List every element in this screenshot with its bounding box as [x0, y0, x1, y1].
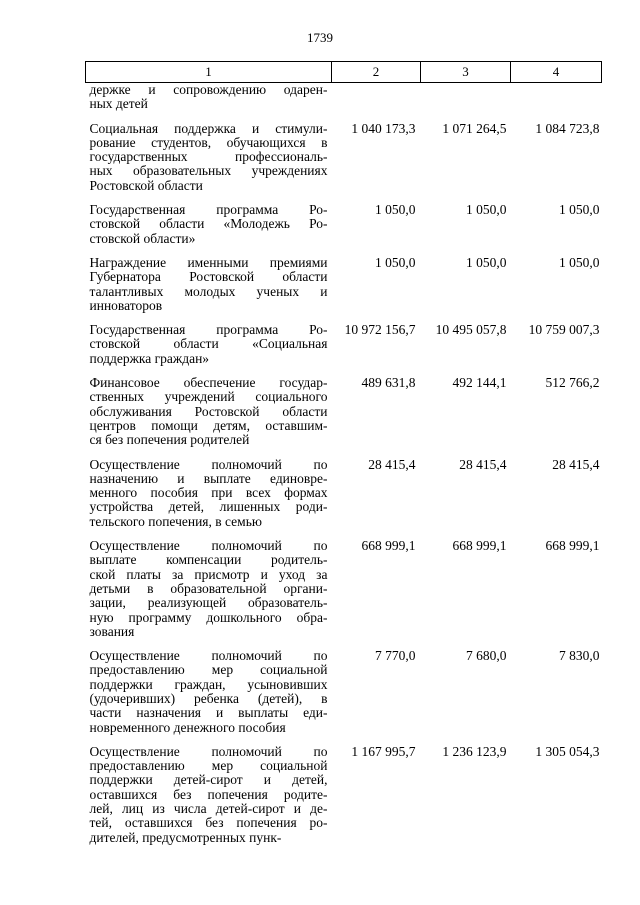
row-value-col2: 7 770,0: [375, 648, 416, 664]
budget-table: [85, 61, 602, 845]
description-line: Государственная программа Ро-: [89, 202, 328, 218]
description-line: Финансовое обеспечение государ-: [89, 375, 328, 391]
row-value-col4: 7 830,0: [559, 648, 600, 664]
row-value-col4: [511, 83, 602, 122]
table-row: [86, 539, 602, 649]
table-row: [86, 649, 602, 745]
table-row: [86, 745, 602, 845]
row-description: [86, 539, 332, 649]
description-line: тельского попечения, в семью: [89, 513, 262, 529]
description-line: ственных учреждений социального: [89, 389, 328, 405]
description-line: стовской области»: [89, 230, 196, 246]
table-row: [86, 256, 602, 323]
row-value-col2: 1 040 173,3: [351, 120, 416, 136]
description-line: рование студентов, обучающихся в: [89, 134, 328, 150]
description-line: ской платы за присмотр и уход за: [89, 566, 328, 582]
row-description: [86, 83, 332, 122]
row-value-col4: 10 759 007,3: [528, 322, 600, 338]
row-value-col3: 1 236 123,9: [442, 743, 507, 759]
description-line: ных образовательных учреждениях: [89, 163, 328, 179]
description-line: Осуществление полномочий по: [89, 538, 328, 554]
row-description: [86, 376, 332, 457]
row-value-col3: 1 050,0: [466, 254, 507, 270]
row-value-col3: 668 999,1: [452, 538, 507, 554]
row-value-col4: 1 050,0: [559, 254, 600, 270]
row-value-col3: 1 071 264,5: [442, 120, 507, 136]
row-value-col4: 1 084 723,8: [535, 120, 600, 136]
description-line: ную программу дошкольного обра-: [89, 609, 328, 625]
description-line: держке и сопровождению одарен-: [89, 82, 328, 97]
description-line: Осуществление полномочий по: [89, 743, 328, 759]
description-line: обслуживания Ростовской области: [89, 403, 328, 419]
description-line: (удочеривших) ребенка (детей), в: [89, 690, 328, 706]
description-line: назначению и выплате единовре-: [89, 470, 328, 486]
description-line: ся без попечения родителей: [89, 432, 250, 448]
row-description: [86, 745, 332, 845]
description-line: устройства детей, лишенных роди-: [89, 499, 328, 515]
description-line: дителей, предусмотренных пунк-: [89, 829, 282, 845]
column-header-1: 1: [86, 62, 332, 83]
table-header: [86, 62, 602, 83]
row-value-col2: 1 050,0: [375, 202, 416, 218]
row-value-col4: 1 305 054,3: [535, 743, 600, 759]
description-line: поддержки граждан, усыновивших: [89, 676, 328, 692]
row-value-col4: 668 999,1: [545, 538, 600, 554]
row-value-col3: 492 144,1: [452, 375, 507, 391]
row-value-col4: 28 415,4: [552, 456, 600, 472]
description-line: детьми в образовательной органи-: [89, 580, 328, 596]
header-row: [86, 62, 602, 83]
description-line: предоставлению мер социальной: [89, 758, 328, 774]
description-line: Осуществление полномочий по: [89, 456, 328, 472]
description-line: поддержки детей-сирот и детей,: [89, 772, 328, 788]
table-row: [86, 323, 602, 376]
description-line: Государственная программа Ро-: [89, 322, 328, 338]
row-value-col2: 668 999,1: [361, 538, 416, 554]
row-value-col2: 489 631,8: [361, 375, 416, 391]
row-value-col3: 28 415,4: [459, 456, 507, 472]
description-line: выплате компенсации родитель-: [89, 552, 328, 568]
row-value-col2: 1 050,0: [375, 254, 416, 270]
column-header-3: 3: [421, 62, 511, 83]
table-row: [86, 122, 602, 203]
row-value-col4: 1 050,0: [559, 202, 600, 218]
description-line: Осуществление полномочий по: [89, 648, 328, 664]
description-line: тей, оставшихся без попечения ро-: [89, 815, 328, 831]
row-value-col3: 10 495 057,8: [435, 322, 507, 338]
description-line: Ростовской области: [89, 177, 203, 193]
column-header-4: 4: [511, 62, 602, 83]
description-line: инноваторов: [89, 297, 163, 313]
description-line: центров помощи детям, оставшим-: [89, 417, 328, 433]
table-row: [86, 376, 602, 457]
description-line: государственных профессиональ-: [89, 149, 328, 165]
description-line: оставшихся без попечения родите-: [89, 786, 328, 802]
description-line: зации, реализующей образователь-: [89, 595, 328, 611]
description-line: ных детей: [89, 96, 148, 112]
table-row: [86, 83, 602, 122]
row-value-col2: 28 415,4: [368, 456, 416, 472]
description-line: талантливых молодых ученых и: [89, 283, 328, 299]
row-value-col3: 7 680,0: [466, 648, 507, 664]
row-value-col2: [332, 83, 421, 122]
description-line: Социальная поддержка и стимули-: [89, 120, 328, 136]
description-line: Губернатора Ростовской области: [89, 269, 328, 285]
row-description: [86, 458, 332, 539]
description-line: стовской области «Молодежь Ро-: [89, 216, 328, 232]
page-number: 1739: [307, 30, 333, 45]
row-value-col4: 512 766,2: [545, 375, 600, 391]
row-description: [86, 649, 332, 745]
column-header-2: 2: [332, 62, 421, 83]
description-line: стовской области «Социальная: [89, 336, 328, 352]
row-value-col2: 1 167 995,7: [351, 743, 416, 759]
description-line: новременного денежного пособия: [89, 719, 286, 735]
description-line: поддержка граждан»: [89, 350, 210, 366]
table-body: [86, 83, 602, 845]
description-line: Награждение именными премиями: [89, 254, 328, 270]
row-description: [86, 203, 332, 256]
description-line: части назначения и выплаты еди-: [89, 705, 328, 721]
row-description: [86, 323, 332, 376]
row-value-col2: 10 972 156,7: [344, 322, 416, 338]
description-line: лей, лиц из числа детей-сирот и де-: [89, 801, 328, 817]
row-value-col3: 1 050,0: [466, 202, 507, 218]
table-row: [86, 458, 602, 539]
description-line: менного пособия при всех формах: [89, 485, 328, 501]
table-row: [86, 203, 602, 256]
row-description: [86, 122, 332, 203]
row-value-col3: [421, 83, 511, 122]
description-line: предоставлению мер социальной: [89, 662, 328, 678]
description-line: зования: [89, 623, 135, 639]
row-description: [86, 256, 332, 323]
